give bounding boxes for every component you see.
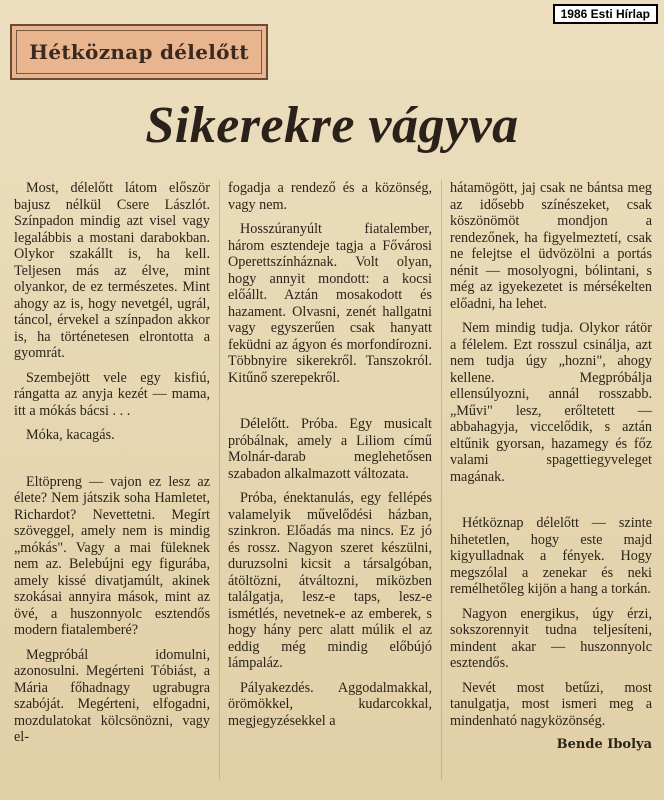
article-paragraph: Hétköznap délelőtt — szinte hihetetlen, hogy este majd kigyulladnak a fények. Hogy megszólal a zenekar és neki remélhetőleg kijön a hang a torkán.	[450, 515, 652, 597]
article-paragraph: Eltöpreng — vajon ez lesz az élete? Nem játszik soha Hamletet, Richardot? Nevettetni. Megírt szöveggel, amely nem is mindig „mókás". Vagy a mai füleknek nem az. Belebújni egy figurába, amely kissé divatjamúlt, akinek szokásai annyira mások, mint az övé, a huszonnyolc esztendős modern fiatalemberé?	[14, 473, 210, 638]
article-paragraph: Móka, kacagás.	[26, 427, 115, 443]
section-title: Hétköznap délelőtt	[29, 40, 249, 64]
article-headline: Sikerekre vágyva	[145, 97, 519, 154]
article-paragraph: Nevét most betűzi, most tanulgatja, most ismeri meg a mindenható nagyközönség.	[450, 679, 652, 729]
section-header-frame	[16, 30, 262, 74]
source-label: 1986 Esti Hírlap	[553, 4, 658, 24]
article-paragraph: Nagyon energikus, úgy érzi, sokszorennyit tudna teljesíteni, mindent akar — huszonnyolc esztendős.	[450, 605, 652, 671]
article-column-3	[450, 180, 652, 754]
article-column-2	[228, 180, 432, 737]
article-paragraph: Pályakezdés. Aggodalmakkal, örömökkel, kudarcokkal, megjegyzésekkel a	[228, 679, 432, 729]
article-paragraph: Nem mindig tudja. Olykor rátör a félelem. Ezt rosszul csinálja, azt nem tudja úgy „hozni", ahogy kellene. Megpróbálja ellensúlyozni, annál rosszabb. „Művi" lesz, erőltetett — abbahagyja, viccelődik, s aztán eltűnik gyorsan, hazamegy és főz valami spagettiegyveleget magának.	[450, 320, 652, 485]
article-column-1	[14, 180, 210, 754]
article-paragraph: hátamögött, jaj csak ne bántsa meg az idősebb színészeket, csak köszönömöt mondjon a rendezőnek, ha figyelmeztetí, csak ne felejtse el üdvözölni a portás nénit — mosolyogni, bólintani, s még az igyekezetet is mérsékelten előadni, ha lehet.	[450, 180, 652, 312]
article-byline: Bende Ibolya	[556, 737, 652, 752]
column-divider	[441, 180, 442, 780]
article-paragraph: Délelőtt. Próba. Egy musicalt próbálnak, amely a Liliom című Molnár-darab meglehetősen szabadon alkalmazott változata.	[228, 416, 432, 482]
article-paragraph: fogadja a rendező és a közönség, vagy nem.	[228, 180, 432, 213]
article-paragraph: Próba, énektanulás, egy fellépés valamelyik művelődési házban, szinkron. Előadás ma nincs. Ez jó és rossz. Nagyon szeret készülni, duruzsolni kicsit a társalgóban, átöltözni, átváltozni, miközben találgatja, lesz-e taps, lesz-e ismétlés, nevetnek-e az emberek, s hogy hány perc alatt múlik el az eddig még mindig előbújó lámpaláz.	[228, 490, 432, 671]
column-divider	[219, 180, 220, 780]
article-paragraph: Most, délelőtt látom először bajusz nélkül Csere Lászlót. Színpadon mindig azt visel vagy legalábbis a mostani darabokban. Olykor szakállt is, ha kell. Teljesen más az élve, mint olyankor, de ez természetes. Mint ahogy az is, hogy nevetgél, ugrál, táncol, érvekel a színpadon akkor is, ha történetesen elrontotta a gyomrát.	[14, 180, 210, 361]
section-header-box	[10, 24, 268, 80]
article-paragraph: Megpróbál idomulni, azonosulni. Megérteni Tóbiást, a Mária főhadnagy ugrabugra szabóját. Megérteni, elfogadni, mozdulatokat kölcsönözni, vagy el-	[14, 646, 210, 745]
article-paragraph: Hosszúranyúlt fiatalember, három esztendeje tagja a Fővárosi Operettszínháznak. Volt olyan, hogy annyit mondott: a kocsi előállt. Aztán mosakodott és hazament. Olvasni, zenét hallgatni vagy egyszerűen csak hanyatt feküdni az ágyon és morfondírozni. Többnyire sikerekről. Tanszokról. Kitűnő szerepekről.	[228, 221, 432, 386]
article-paragraph: Szembejött vele egy kisfiú, rángatta az anyja kezét — mama, itt a mókás bácsi . . .	[14, 369, 210, 419]
